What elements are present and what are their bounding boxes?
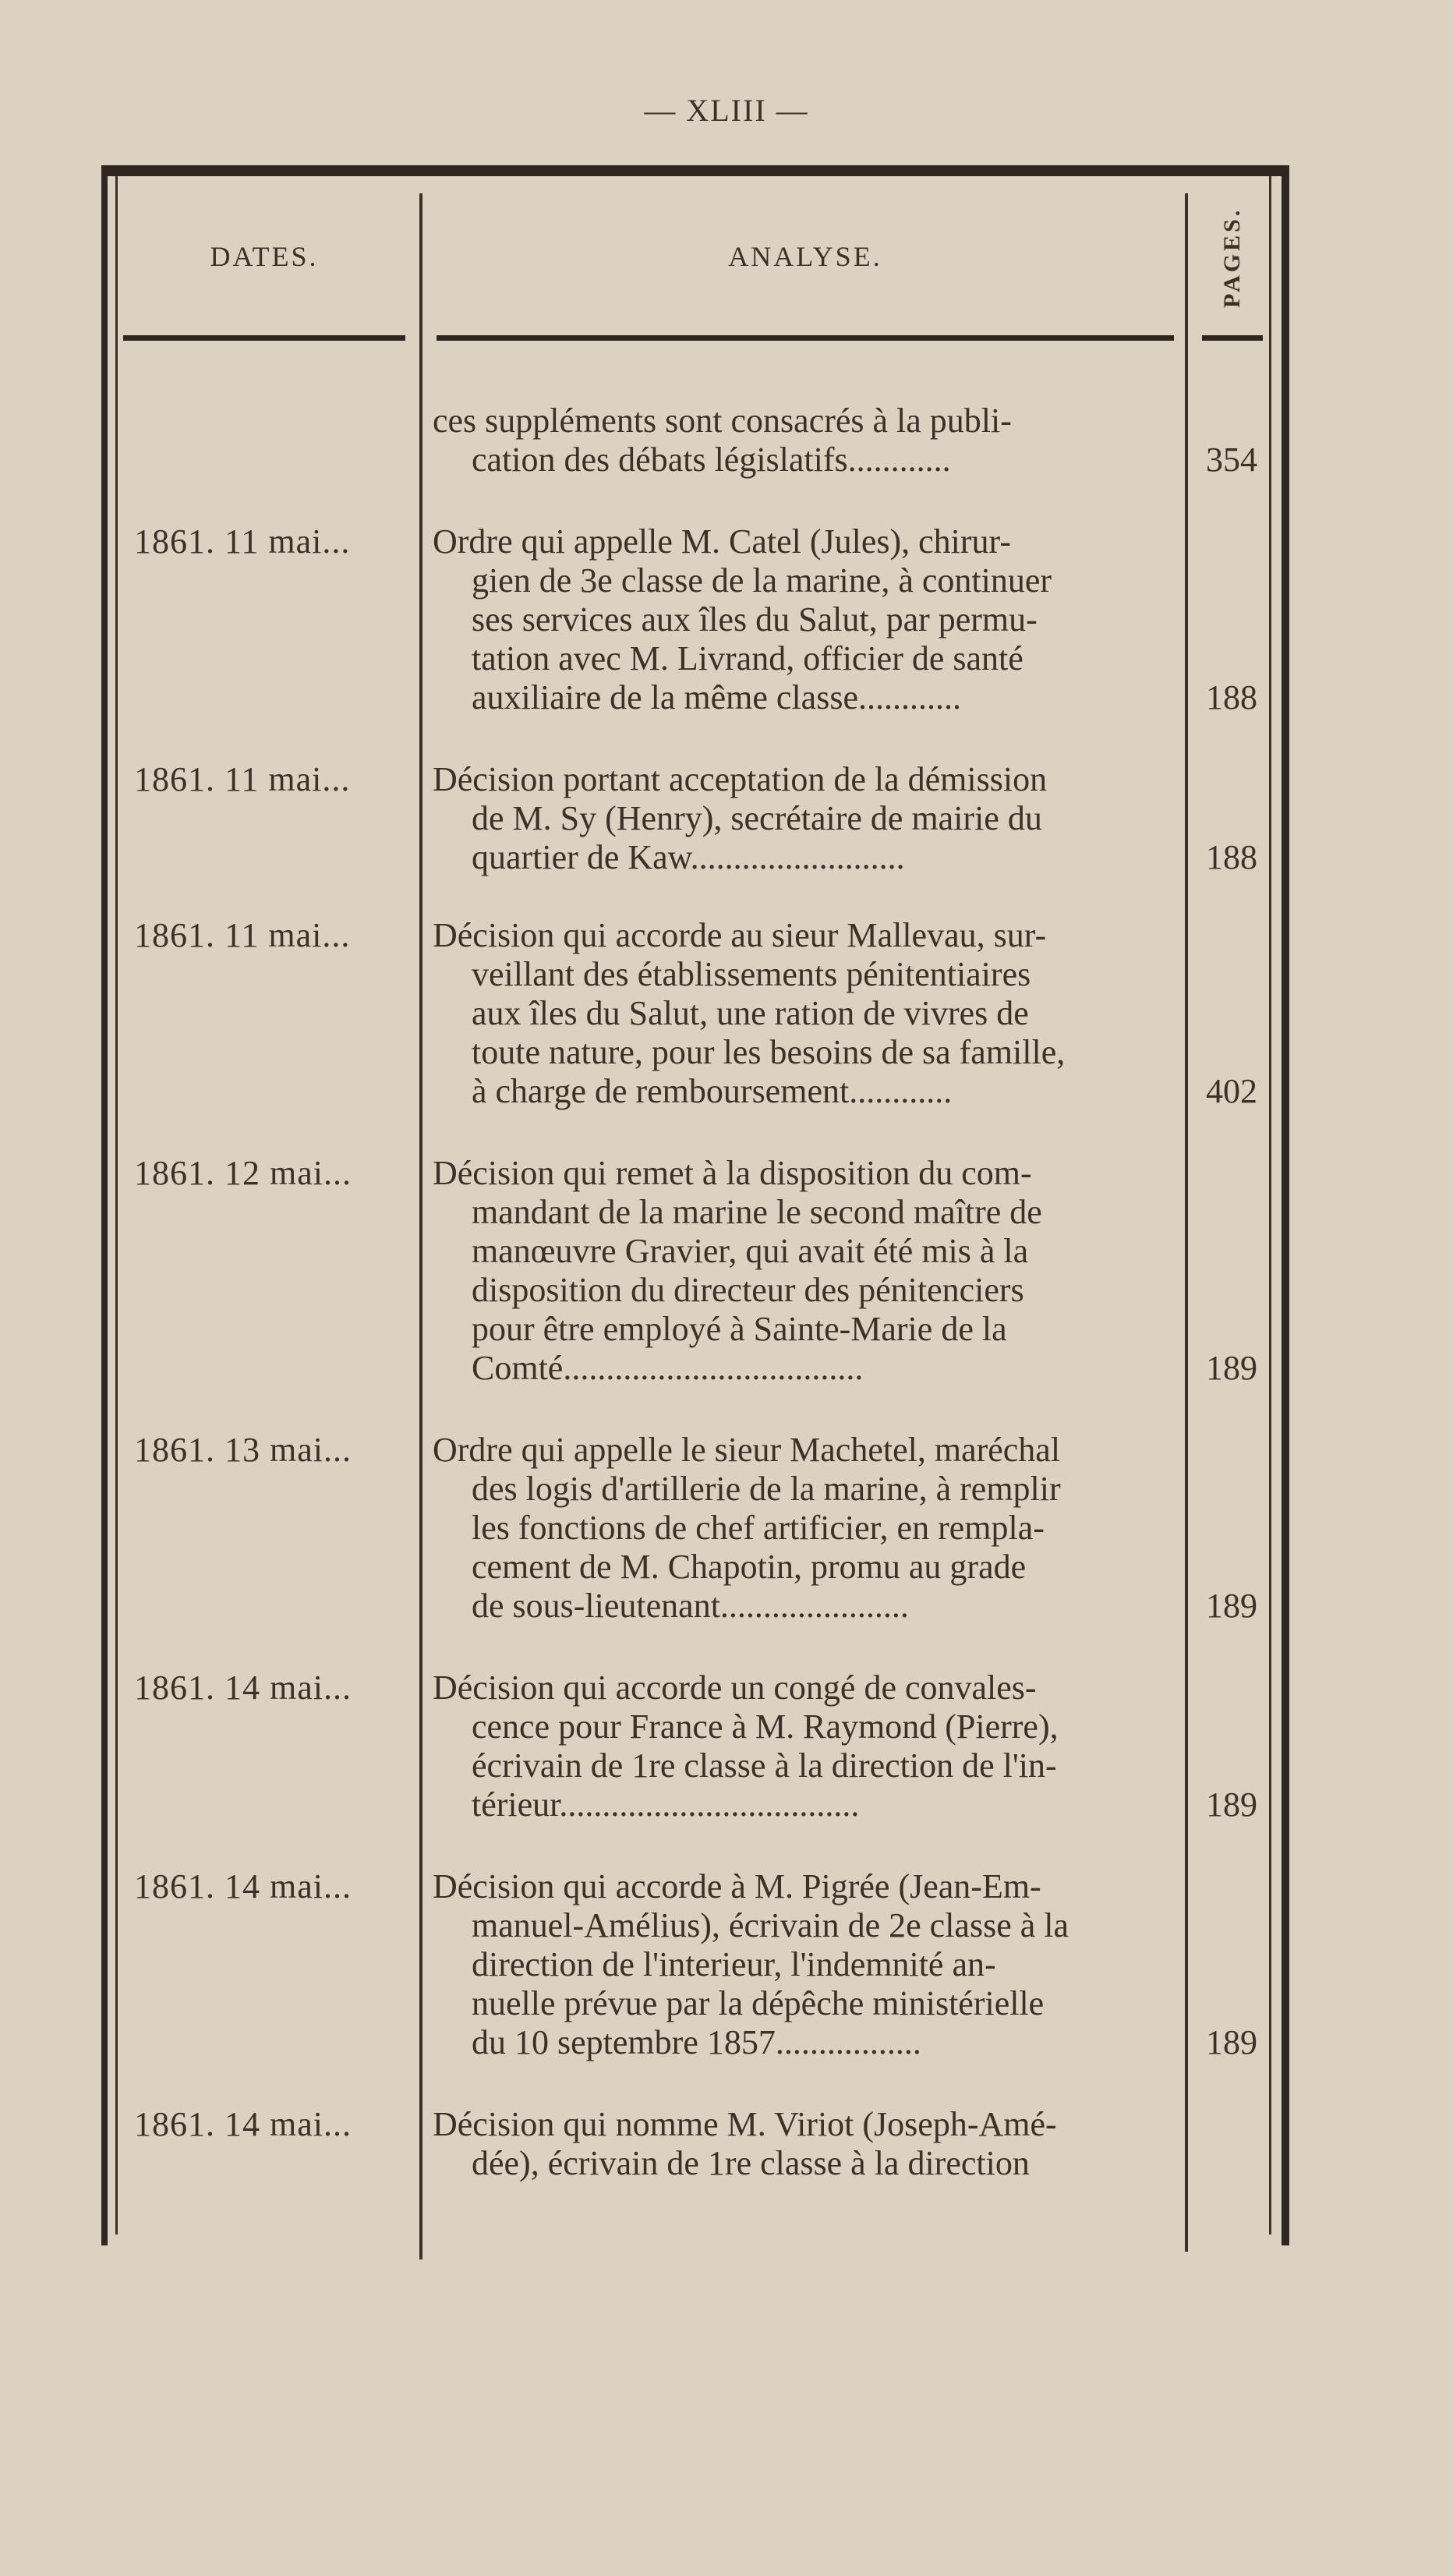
table-inner-right-rule — [1269, 176, 1271, 2235]
entry-page-number: 402 — [1206, 1072, 1257, 1110]
analysis-line: gien de 3e classe de la marine, à continuer — [472, 561, 1052, 600]
analysis-line: les fonctions de chef artificier, en rempla- — [472, 1509, 1045, 1547]
analysis-line: écrivain de 1re classe à la direction de l'in- — [472, 1746, 1057, 1785]
entry-page-number: 188 — [1206, 678, 1257, 717]
analysis-line: manœuvre Gravier, qui avait été mis à la — [472, 1232, 1029, 1270]
analysis-line: térieur................................... — [472, 1785, 860, 1824]
analysis-line: cement de M. Chapotin, promu au grade — [472, 1548, 1027, 1586]
analysis-line: Ordre qui appelle M. Catel (Jules), chirur- — [433, 522, 1011, 561]
page-header: — XLIII — — [644, 93, 809, 128]
analysis-line: direction de l'interieur, l'indemnité an- — [472, 1945, 996, 1983]
analysis-line: tation avec M. Livrand, officier de santé — [472, 639, 1023, 678]
analysis-line: pour être employé à Sainte-Marie de la — [472, 1310, 1007, 1348]
entry-page-number: 189 — [1206, 1349, 1257, 1387]
analysis-line: Décision qui remet à la disposition du com- — [433, 1154, 1032, 1192]
analysis-line: auxiliaire de la même classe............ — [472, 678, 961, 717]
dates-column-divider — [419, 193, 422, 2259]
entry-page-number: 354 — [1206, 441, 1257, 479]
analysis-line: Ordre qui appelle le sieur Machetel, maréchal — [433, 1431, 1061, 1469]
analysis-line: cence pour France à M. Raymond (Pierre), — [472, 1707, 1059, 1746]
entry-date: 1861. 11 mai... — [134, 916, 351, 954]
analysis-line: quartier de Kaw......................... — [472, 838, 905, 876]
entry-date: 1861. 14 mai... — [134, 1668, 352, 1707]
analysis-line: Décision qui accorde à M. Pigrée (Jean-Em- — [433, 1867, 1041, 1905]
entry-analysis — [433, 916, 1177, 1111]
entry-page-number: 188 — [1206, 838, 1257, 876]
header-rule-dates — [123, 335, 405, 341]
analysis-line: Comté................................... — [472, 1349, 864, 1387]
analysis-line: Décision qui accorde un congé de convales- — [433, 1668, 1037, 1707]
analysis-line: dée), écrivain de 1re classe à la direction — [472, 2144, 1030, 2182]
analysis-line: Décision qui nomme M. Viriot (Joseph-Amé- — [433, 2105, 1057, 2143]
entry-date: 1861. 11 mai... — [134, 522, 351, 561]
entry-analysis — [433, 522, 1177, 717]
pages-column-header: PAGES. — [1219, 207, 1245, 308]
entry-page-number: 189 — [1206, 2023, 1257, 2061]
analysis-line: du 10 septembre 1857................. — [472, 2023, 921, 2061]
analysis-line: Décision qui accorde au sieur Mallevau, sur- — [433, 916, 1047, 954]
header-rule-pages — [1202, 335, 1263, 341]
entry-date: 1861. 14 mai... — [134, 1867, 352, 1905]
entry-date: 1861. 11 mai... — [134, 760, 351, 798]
entry-analysis — [433, 1867, 1177, 2062]
analysis-line: veillant des établissements pénitentiaires — [472, 955, 1031, 993]
table-inner-left-rule — [115, 176, 118, 2235]
dates-column-header: DATES. — [210, 241, 319, 272]
analysis-line: cation des débats législatifs............ — [472, 441, 951, 479]
entry-analysis — [433, 760, 1177, 877]
entry-analysis — [433, 1154, 1177, 1388]
analysis-line: de M. Sy (Henry), secrétaire de mairie du — [472, 799, 1042, 837]
entry-date: 1861. 12 mai... — [134, 1154, 352, 1192]
entry-date: 1861. 13 mai... — [134, 1431, 352, 1469]
analysis-line: toute nature, pour les besoins de sa famille, — [472, 1033, 1066, 1071]
analysis-line: Décision portant acceptation de la démission — [433, 760, 1048, 798]
entry-page-number: 189 — [1206, 1587, 1257, 1625]
entry-date: 1861. 14 mai... — [134, 2105, 352, 2143]
analysis-line: des logis d'artillerie de la marine, à remplir — [472, 1470, 1061, 1508]
analysis-line: nuelle prévue par la dépêche ministérielle — [472, 1984, 1045, 2022]
entry-page-number: 189 — [1206, 1785, 1257, 1824]
entry-analysis — [433, 402, 1177, 479]
analysis-line: disposition du directeur des pénitenciers — [472, 1271, 1024, 1309]
analysis-line: mandant de la marine le second maître de — [472, 1193, 1042, 1231]
analysis-line: ses services aux îles du Salut, par permu- — [472, 600, 1038, 639]
entry-analysis — [433, 1431, 1177, 1626]
entry-analysis — [433, 1668, 1177, 1824]
analysis-line: à charge de remboursement............ — [472, 1072, 953, 1110]
pages-column-divider — [1185, 193, 1188, 2252]
header-rule-analyse — [437, 335, 1174, 341]
analysis-line: de sous-lieutenant...................... — [472, 1587, 909, 1625]
analysis-line: aux îles du Salut, une ration de vivres de — [472, 994, 1029, 1032]
entry-analysis — [433, 2105, 1177, 2183]
analysis-line: manuel-Amélius), écrivain de 2e classe à la — [472, 1906, 1069, 1944]
analysis-line: ces suppléments sont consacrés à la publi- — [433, 402, 1012, 440]
analyse-column-header: ANALYSE. — [728, 241, 882, 272]
